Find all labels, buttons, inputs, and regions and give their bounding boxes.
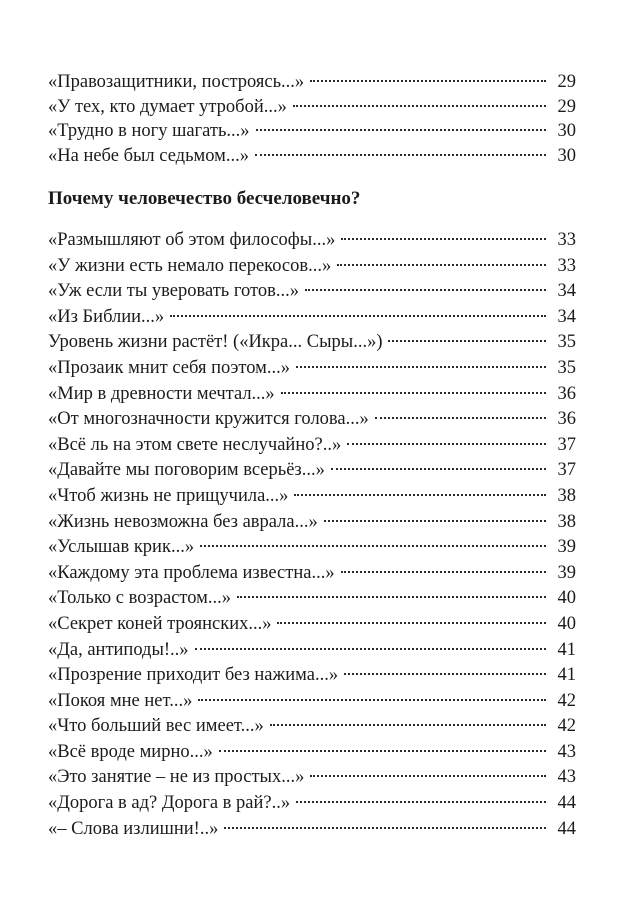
dot-leader xyxy=(310,80,546,82)
entry-page-number: 42 xyxy=(557,690,576,711)
toc-entry xyxy=(48,689,576,715)
dot-leader xyxy=(347,443,546,445)
toc-entry xyxy=(48,510,576,536)
dot-leader xyxy=(198,699,546,701)
dot-leader xyxy=(341,238,546,240)
toc-entry xyxy=(48,144,576,169)
toc-entry xyxy=(48,228,576,254)
dot-leader xyxy=(388,340,546,342)
toc-entry xyxy=(48,817,576,843)
entry-page-number: 37 xyxy=(557,434,576,455)
entry-title: «Правозащитники, построясь...» xyxy=(48,72,305,92)
entry-title: «Только с возрастом...» xyxy=(48,588,232,609)
entry-title: «Из Библии...» xyxy=(48,306,165,327)
entry-page-number: 40 xyxy=(557,613,576,634)
dot-leader xyxy=(310,775,546,777)
entry-page-number: 34 xyxy=(557,281,576,302)
toc-entry xyxy=(48,612,576,638)
toc-section-continued xyxy=(48,70,576,168)
dot-leader xyxy=(256,129,546,131)
toc-list xyxy=(48,228,576,842)
entry-page-number: 39 xyxy=(557,562,576,583)
toc-entry xyxy=(48,407,576,433)
toc-list xyxy=(48,70,576,168)
dot-leader xyxy=(375,417,546,419)
entry-page-number: 43 xyxy=(557,767,576,788)
toc-section xyxy=(48,186,576,842)
entry-title: «Давайте мы поговорим всерьёз...» xyxy=(48,460,325,481)
entry-page-number: 34 xyxy=(557,306,576,327)
toc-entry xyxy=(48,382,576,408)
entry-title: «Дорога в ад? Дорога в рай?..» xyxy=(48,793,291,814)
dot-leader xyxy=(294,494,546,496)
dot-leader xyxy=(219,750,546,752)
entry-page-number: 44 xyxy=(557,818,576,839)
entry-page-number: 41 xyxy=(557,639,576,660)
toc-entry xyxy=(48,305,576,331)
toc-entry xyxy=(48,356,576,382)
entry-title: «Каждому эта проблема известна...» xyxy=(48,562,335,583)
entry-page-number: 30 xyxy=(557,145,576,166)
dot-leader xyxy=(344,673,546,675)
toc-entry xyxy=(48,458,576,484)
toc-entry xyxy=(48,714,576,740)
dot-leader xyxy=(195,648,546,650)
entry-title: Уровень жизни растёт! («Икра... Сыры...») xyxy=(48,332,383,353)
entry-title: «У тех, кто думает утробой...» xyxy=(48,96,287,117)
entry-page-number: 29 xyxy=(557,96,576,117)
dot-leader xyxy=(341,571,546,573)
toc-entry xyxy=(48,586,576,612)
dot-leader xyxy=(293,105,546,107)
entry-title: «Да, антиподы!..» xyxy=(48,639,189,660)
entry-title: «– Слова излишни!..» xyxy=(48,818,219,839)
entry-page-number: 39 xyxy=(557,537,576,558)
dot-leader xyxy=(331,468,546,470)
entry-page-number: 37 xyxy=(557,460,576,481)
toc-entry xyxy=(48,740,576,766)
entry-title: «У жизни есть немало перекосов...» xyxy=(48,255,332,276)
entry-page-number: 42 xyxy=(557,716,576,737)
entry-page-number: 33 xyxy=(557,230,576,250)
entry-page-number: 35 xyxy=(557,332,576,353)
toc-entry xyxy=(48,638,576,664)
entry-title: «Всё ль на этом свете неслучайно?..» xyxy=(48,434,342,455)
entry-title: «Услышав крик...» xyxy=(48,537,195,558)
entry-title: «От многозначности кружится голова...» xyxy=(48,409,369,430)
toc-entry xyxy=(48,330,576,356)
entry-page-number: 41 xyxy=(557,665,576,686)
entry-page-number: 36 xyxy=(557,409,576,430)
entry-title: «Размышляют об этом философы...» xyxy=(48,230,336,250)
entry-title: «На небе был седьмом...» xyxy=(48,145,249,166)
dot-leader xyxy=(270,724,546,726)
entry-page-number: 38 xyxy=(557,485,576,506)
dot-leader xyxy=(305,289,546,291)
entry-title: «Трудно в ногу шагать...» xyxy=(48,121,250,142)
entry-page-number: 43 xyxy=(557,741,576,762)
entry-title: «Покоя мне нет...» xyxy=(48,690,193,711)
toc-entry xyxy=(48,254,576,280)
entry-title: «Уж если ты уверовать готов...» xyxy=(48,281,299,302)
toc-entry xyxy=(48,70,576,95)
toc-entry xyxy=(48,484,576,510)
entry-title: «Чтоб жизнь не прищучила...» xyxy=(48,485,289,506)
entry-page-number: 33 xyxy=(557,255,576,276)
entry-page-number: 30 xyxy=(557,121,576,142)
entry-page-number: 36 xyxy=(557,383,576,404)
entry-title: «Что больший вес имеет...» xyxy=(48,716,264,737)
dot-leader xyxy=(255,154,546,156)
toc-entry xyxy=(48,561,576,587)
entry-title: «Это занятие – не из простых...» xyxy=(48,767,305,788)
toc-entry xyxy=(48,765,576,791)
entry-title: «Прозрение приходит без нажима...» xyxy=(48,665,339,686)
toc-entry xyxy=(48,95,576,120)
toc-entry xyxy=(48,791,576,817)
entry-page-number: 35 xyxy=(557,357,576,378)
dot-leader xyxy=(170,315,546,317)
dot-leader xyxy=(281,392,546,394)
section-heading: Почему человечество бесчеловечно? xyxy=(48,188,361,209)
toc-entry xyxy=(48,279,576,305)
entry-page-number: 29 xyxy=(557,72,576,92)
dot-leader xyxy=(296,801,546,803)
dot-leader xyxy=(337,264,546,266)
entry-title: «Всё вроде мирно...» xyxy=(48,741,213,762)
dot-leader xyxy=(224,827,546,829)
dot-leader xyxy=(324,520,546,522)
dot-leader xyxy=(237,596,546,598)
dot-leader xyxy=(277,622,546,624)
toc-entry xyxy=(48,535,576,561)
toc-entry xyxy=(48,663,576,689)
entry-title: «Секрет коней троянских...» xyxy=(48,613,272,634)
entry-page-number: 44 xyxy=(557,793,576,814)
dot-leader xyxy=(296,366,546,368)
entry-title: «Жизнь невозможна без аврала...» xyxy=(48,511,318,532)
entry-page-number: 40 xyxy=(557,588,576,609)
toc-entry xyxy=(48,433,576,459)
toc-entry xyxy=(48,119,576,144)
entry-page-number: 38 xyxy=(557,511,576,532)
dot-leader xyxy=(200,545,546,547)
entry-title: «Мир в древности мечтал...» xyxy=(48,383,275,404)
entry-title: «Прозаик мнит себя поэтом...» xyxy=(48,357,290,378)
